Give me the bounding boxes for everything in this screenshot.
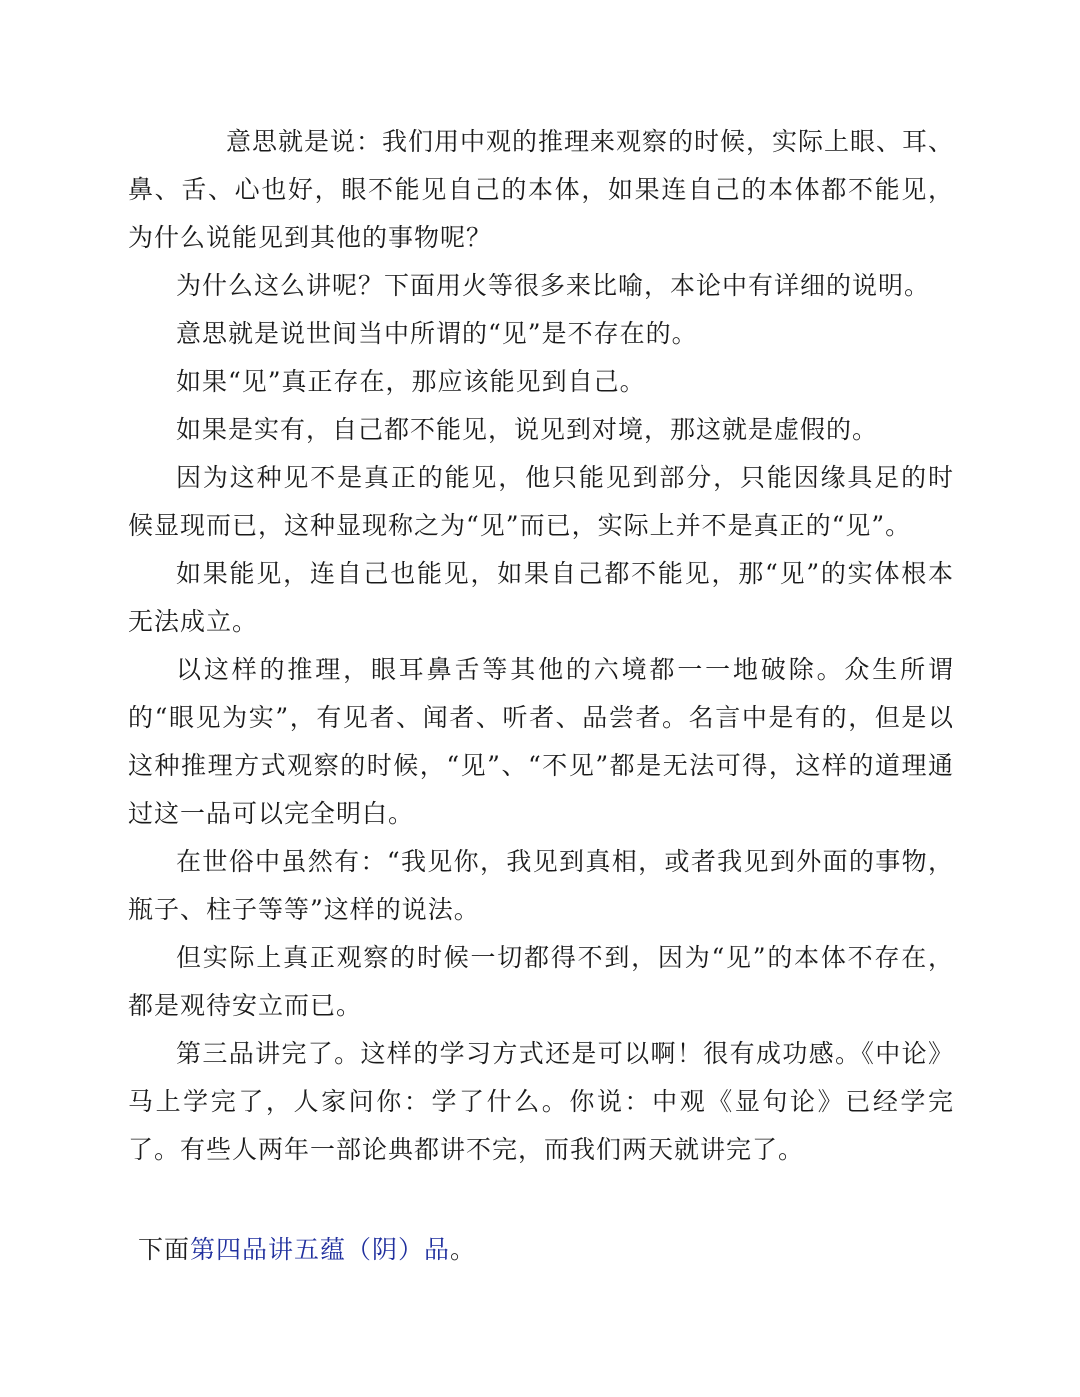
next-chapter-suffix: 。 — [450, 1235, 477, 1264]
paragraph-2: 为什么这么讲呢？下面用火等很多来比喻，本论中有详细的说明。 — [176, 271, 931, 300]
paragraph-10: 但实际上真正观察的时候一切都得不到，因为“见”的本体不存在，都是观待安立而已。 — [128, 943, 954, 1020]
paragraph-6: 因为这种见不是真正的能见，他只能见到部分，只能因缘具足的时候显现而已，这种显现称之为“见”而已，实际上并不是真正的“见”。 — [128, 463, 954, 540]
document-body — [128, 118, 954, 1174]
paragraph-5: 如果是实有，自己都不能见，说见到对境，那这就是虚假的。 — [176, 415, 879, 444]
paragraph-7: 如果能见，连自己也能见，如果自己都不能见，那“见”的实体根本无法成立。 — [128, 559, 954, 636]
next-chapter-link[interactable]: 第四品讲五蕴（阴）品 — [190, 1235, 451, 1264]
paragraph-8: 以这样的推理，眼耳鼻舌等其他的六境都一一地破除。众生所谓的“眼见为实”，有见者、闻者、听者、品尝者。名言中是有的，但是以这种推理方式观察的时候，“见”、“不见”都是无法可得，这样的道理通过这一品可以完全明白。 — [128, 655, 954, 828]
paragraph-1: 意思就是说：我们用中观的推理来观察的时候，实际上眼、耳、鼻、舌、心也好，眼不能见自己的本体，如果连自己的本体都不能见，为什么说能见到其他的事物呢？ — [128, 127, 955, 252]
paragraph-9: 在世俗中虽然有：“我见你，我见到真相，或者我见到外面的事物，瓶子、柱子等等”这样的说法。 — [128, 847, 954, 924]
paragraph-11: 第三品讲完了。这样的学习方式还是可以啊！很有成功感。《中论》马上学完了，人家问你：学了什么。你说：中观《显句论》已经学完了。有些人两年一部论典都讲不完，而我们两天就讲完了。 — [128, 1039, 954, 1164]
next-chapter-line — [138, 1226, 476, 1274]
next-chapter-prefix: 下面 — [138, 1235, 191, 1264]
paragraph-3: 意思就是说世间当中所谓的“见”是不存在的。 — [176, 319, 698, 348]
paragraph-4: 如果“见”真正存在，那应该能见到自己。 — [176, 367, 646, 396]
